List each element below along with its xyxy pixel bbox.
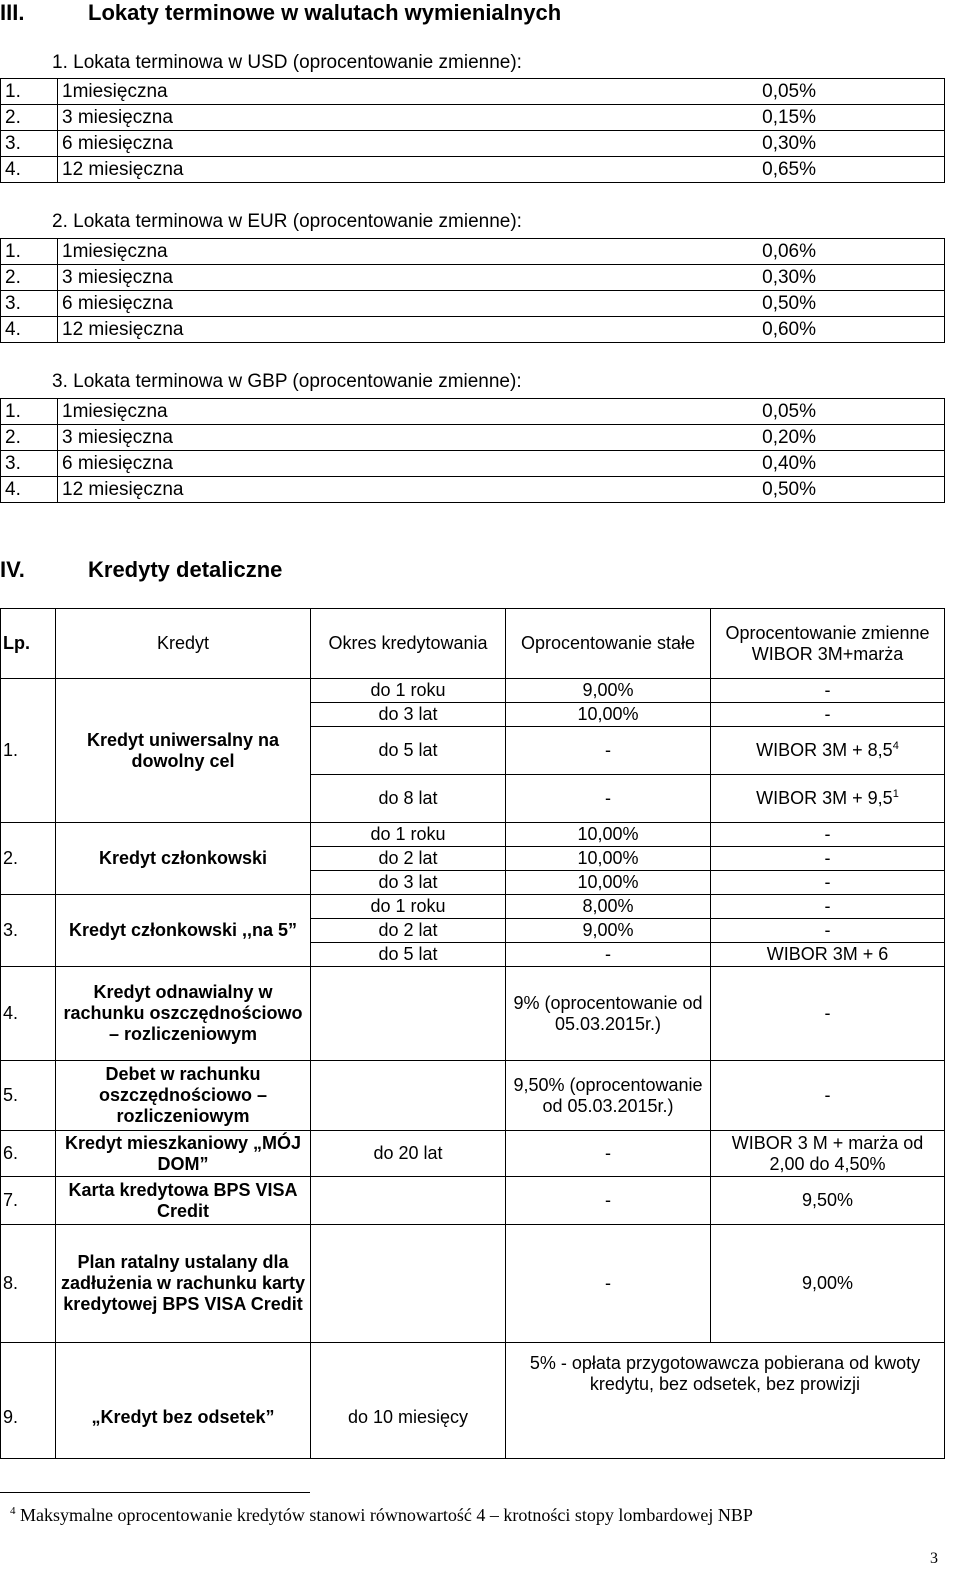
table-row: do 8 lat - WIBOR $3M + 9,5^1$ [1, 775, 945, 823]
deposit-title-usd: 1. Lokata terminowa w USD (oprocentowanie zmienne): [52, 52, 522, 73]
table-row: 3. 6 miesięczna 0,30% [1, 131, 945, 157]
header-stale: Oprocentowanie stałe [506, 609, 711, 679]
table-row: do 2 lat 10,00% - [1, 847, 945, 871]
table-row: do 5 lat - WIBOR $3M + 8,5^4$ [1, 727, 945, 775]
deposit-table-usd [0, 78, 945, 183]
footnote: $^4$ Maksymalne oprocentowanie kredytów stanowi równowartość 4 – krotności stopy lombardowej NBP [10, 1505, 753, 1525]
table-row: 1. 1miesięczna 0,05% [1, 399, 945, 425]
credit-table [0, 608, 945, 1459]
table-row: 4. 12 miesięczna 0,65% [1, 157, 945, 183]
table-row: 7. Karta kredytowa BPS VISA Credit - 9,50% [1, 1177, 945, 1225]
table-row: 3. 6 miesięczna 0,50% [1, 291, 945, 317]
table-row: 6. Kredyt mieszkaniowy „MÓJ DOM” do 20 lat - WIBOR 3 M + marża od 2,00 do 4,50% [1, 1131, 945, 1177]
section-3-title: Lokaty terminowe w walutach wymienialnych [88, 0, 562, 25]
table-row: 1. Kredyt uniwersalny na dowolny cel do 1 roku 9,00% - [1, 679, 945, 703]
deposit-table-eur [0, 238, 945, 343]
table-row: 1. 1miesięczna 0,06% [1, 239, 945, 265]
table-row: 5. Debet w rachunku oszczędnościowo – rozliczeniowym 9,50% (oprocentowanie od 05.03.2015r.) - [1, 1061, 945, 1131]
table-header-row [1, 609, 945, 679]
section-3-number: III. [0, 0, 25, 25]
table-row: 4. Kredyt odnawialny w rachunku oszczędnościowo – rozliczeniowym 9% (oprocentowanie od 05.03.2015r.) - [1, 967, 945, 1061]
table-row: 8. Plan ratalny ustalany dla zadłużenia w rachunku karty kredytowej BPS VISA Credit - 9,00% [1, 1225, 945, 1343]
section-4-title: Kredyty detaliczne [88, 557, 283, 582]
table-row: 3. 6 miesięczna 0,40% [1, 451, 945, 477]
header-kredyt: Kredyt [56, 609, 311, 679]
header-zmienne: Oprocentowanie zmienne WIBOR 3M+marża [711, 609, 945, 679]
table-row: 3. Kredyt członkowski ,,na 5” do 1 roku 8,00% - [1, 895, 945, 919]
deposit-table-gbp [0, 398, 945, 503]
footnote-divider [0, 1492, 310, 1493]
table-row: do 2 lat 9,00% - [1, 919, 945, 943]
table-row: 2. 3 miesięczna 0,30% [1, 265, 945, 291]
deposit-title-eur: 2. Lokata terminowa w EUR (oprocentowanie zmienne): [52, 211, 522, 232]
table-row: 2. Kredyt członkowski do 1 roku 10,00% - [1, 823, 945, 847]
table-row: do 3 lat 10,00% - [1, 871, 945, 895]
table-row: 9. „Kredyt bez odsetek” do 10 miesięcy 5% - opłata przygotowawcza pobierana od kwoty kredytu, bez odsetek, bez prowizji [1, 1343, 945, 1459]
section-4-number: IV. [0, 557, 25, 582]
table-row: 2. 3 miesięczna 0,20% [1, 425, 945, 451]
table-row: 4. 12 miesięczna 0,50% [1, 477, 945, 503]
table-row: do 3 lat 10,00% - [1, 703, 945, 727]
table-row: 1. 1miesięczna 0,05% [1, 79, 945, 105]
header-okres: Okres kredytowania [311, 609, 506, 679]
page-number: 3 [930, 1550, 938, 1567]
table-row: 2. 3 miesięczna 0,15% [1, 105, 945, 131]
header-lp: Lp. [1, 609, 56, 679]
table-row: 4. 12 miesięczna 0,60% [1, 317, 945, 343]
table-row: do 5 lat - WIBOR 3M + 6 [1, 943, 945, 967]
deposit-title-gbp: 3. Lokata terminowa w GBP (oprocentowanie zmienne): [52, 371, 522, 392]
